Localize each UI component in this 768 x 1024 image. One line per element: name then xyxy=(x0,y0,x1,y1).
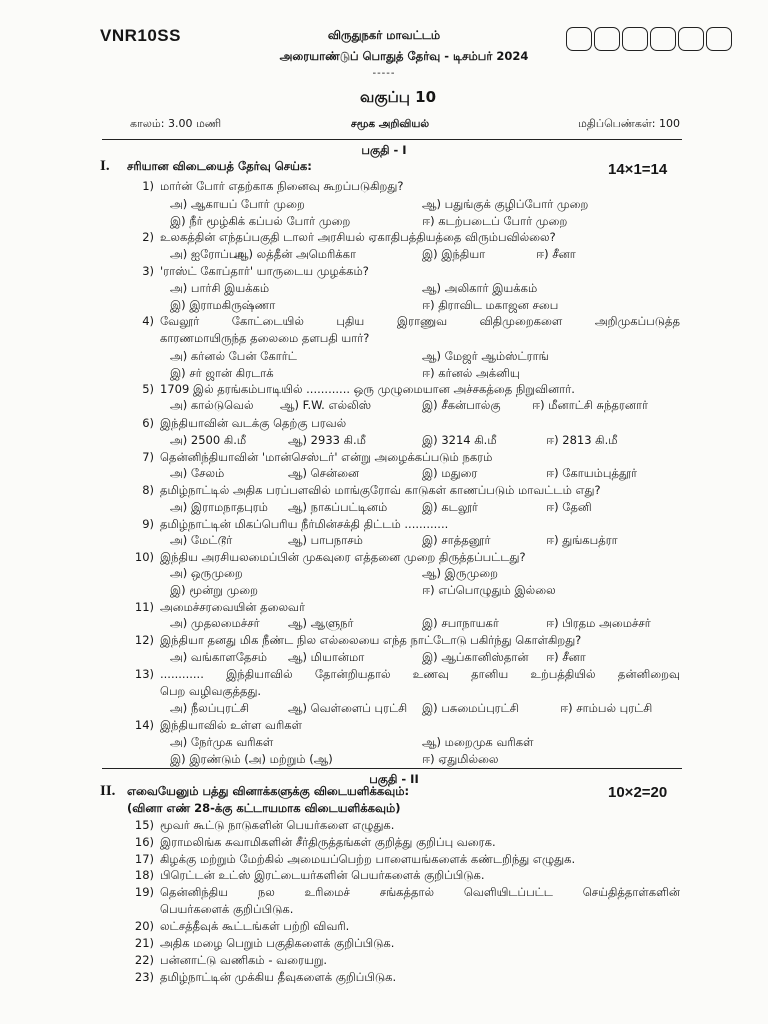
question-text-continued: பெற வழிவகுத்தது. xyxy=(160,684,262,698)
question-text: இந்தியா தனது மிக நீண்ட நில எல்லையை எந்த நாட்டோடு பகிர்ந்து கொள்கிறது? xyxy=(160,633,582,647)
option-b: ஆ) அலிகார் இயக்கம் xyxy=(422,281,538,295)
option-b: ஆ) மியான்மா xyxy=(288,650,365,664)
question-text: பன்னாட்டு வணிகம் - வரையறு. xyxy=(160,953,328,967)
option-d: ஈ) சீனா xyxy=(536,247,576,261)
option-c: இ) நீர் மூழ்கிக் கப்பல் போர் முறை xyxy=(170,214,351,228)
question-number: 10) xyxy=(134,550,154,564)
section-number: II. xyxy=(100,783,116,799)
option-c: இ) மதுரை xyxy=(422,466,478,480)
option-c: இ) இரண்டும் (அ) மற்றும் (ஆ) xyxy=(170,752,333,766)
option-d: ஈ) திராவிட மகாஜன சபை xyxy=(422,298,559,312)
question-number: 22) xyxy=(134,953,154,967)
question-text: அமைச்சரவையின் தலைவர் xyxy=(160,600,306,614)
section-instruction: எவையேனும் பத்து வினாக்களுக்கு விடையளிக்கவும்: xyxy=(127,784,410,798)
question-number: 18) xyxy=(134,868,154,882)
standard-title: வகுப்பு 10 xyxy=(359,88,437,106)
option-b: ஆ) லத்தீன் அமெரிக்கா xyxy=(234,247,357,261)
option-d: ஈ) ஏதுமில்லை xyxy=(422,752,499,766)
option-d: ஈ) பிரதம அமைச்சர் xyxy=(546,616,651,630)
option-c: இ) கடலூர் xyxy=(422,500,478,514)
question-number: 2) xyxy=(142,230,154,244)
question-number: 8) xyxy=(142,483,154,497)
question-text: தமிழ்நாட்டில் அதிக பரப்பளவில் மாங்குரோவ் காடுகள் காணப்படும் மாவட்டம் எது? xyxy=(160,483,601,497)
question-number: 7) xyxy=(142,450,154,464)
question-text: தென்னிந்தியாவின் 'மான்செஸ்டர்' என்று அழைக்கப்படும் நகரம் xyxy=(160,450,493,464)
option-c: இ) பசுமைப்புரட்சி xyxy=(422,701,519,715)
section-marks: 10×2=20 xyxy=(608,784,668,801)
question-text: தமிழ்நாட்டின் முக்கிய தீவுகளைக் குறிப்பிடுக. xyxy=(160,970,397,984)
part-title: பகுதி - II xyxy=(369,772,419,786)
section-marks: 14×1=14 xyxy=(608,161,668,178)
question-text: இராமலிங்க சுவாமிகளின் சீர்திருத்தங்கள் குறித்து குறிப்பு வரைக. xyxy=(160,835,496,849)
question-number: 13) xyxy=(134,667,154,681)
option-b: ஆ) சென்னை xyxy=(288,466,360,480)
option-d: ஈ) கோயம்புத்தூர் xyxy=(546,466,638,480)
option-c: இ) சீகன்பால்கு xyxy=(422,398,501,412)
separator-dashes: ----- xyxy=(372,68,396,79)
question-number: 17) xyxy=(134,852,154,866)
option-d: ஈ) கர்னல் அக்னியு xyxy=(422,366,520,380)
question-number: 12) xyxy=(134,633,154,647)
section-number: I. xyxy=(100,158,110,174)
option-a: அ) ஐரோப்பா xyxy=(170,247,244,261)
question-text: அதிக மழை பெறும் பகுதிகளைக் குறிப்பிடுக. xyxy=(160,936,395,950)
part-title: பகுதி - I xyxy=(361,143,407,157)
question-number: 16) xyxy=(134,835,154,849)
option-d: ஈ) எப்பொழுதும் இல்லை xyxy=(422,583,556,597)
option-b: ஆ) மேஜர் ஆம்ஸ்ட்ராங் xyxy=(422,349,549,363)
divider-line xyxy=(102,768,682,769)
question-text: மூவர் கூட்டு நாடுகளின் பெயர்களை எழுதுக. xyxy=(160,818,395,832)
option-a: அ) நீலப்புரட்சி xyxy=(170,701,250,715)
question-text-continued: காரணமாயிருந்த தலைமை தளபதி யார்? xyxy=(160,331,370,345)
subject-title: சமூக அறிவியல் xyxy=(350,118,430,130)
question-text: லட்சத்தீவுக் கூட்டங்கள் பற்றி விவரி. xyxy=(160,919,350,933)
option-c: இ) இந்தியா xyxy=(422,247,486,261)
option-a: அ) வங்காளதேசம் xyxy=(170,650,268,664)
option-a: அ) சேலம் xyxy=(170,466,225,480)
question-text: உலகத்தின் எந்தப்பகுதி டாலர் அரசியல் ஏகாதிபத்தியத்தை விரும்பவில்லை? xyxy=(160,230,556,244)
question-number: 15) xyxy=(134,818,154,832)
option-c: இ) சர் ஜான் கிரடாக் xyxy=(170,366,274,380)
section-instruction: சரியான விடையைத் தேர்வு செய்க: xyxy=(127,159,312,173)
option-a: அ) கால்டுவெல் xyxy=(170,398,254,412)
option-c: இ) சபாநாயகர் xyxy=(422,616,499,630)
district-title: விருதுநகர் மாவட்டம் xyxy=(327,28,441,42)
option-a: அ) 2500 கி.மீ xyxy=(170,433,247,447)
option-b: ஆ) பாபநாசம் xyxy=(288,533,363,547)
question-number: 14) xyxy=(134,718,154,732)
option-b: ஆ) மறைமுக வரிகள் xyxy=(422,735,534,749)
option-d: ஈ) சாம்பல் புரட்சி xyxy=(560,701,653,715)
question-text: வேலூர் கோட்டையில் புதிய இராணுவ விதிமுறைகளை அறிமுகப்படுத்த xyxy=(160,314,680,328)
option-a: அ) மேட்டூர் xyxy=(170,533,233,547)
divider-line xyxy=(102,139,682,140)
option-c: இ) ஆப்கானிஸ்தான் xyxy=(422,650,529,664)
option-a: அ) பார்சி இயக்கம் xyxy=(170,281,270,295)
question-number: 1) xyxy=(142,179,154,193)
question-text-continued: பெயர்களைக் குறிப்பிடுக. xyxy=(160,902,294,916)
question-number: 23) xyxy=(134,970,154,984)
question-text: இந்தியாவில் உள்ள வரிகள் xyxy=(160,718,302,732)
question-number: 5) xyxy=(142,382,154,396)
section-note: (வினா எண் 28-க்கு கட்டாயமாக விடையளிக்கவும்) xyxy=(127,801,401,815)
question-text: 1709 இல் தரங்கம்பாடியில் ............ ஒரு முழுமையான அச்சகத்தை நிறுவினார். xyxy=(160,382,575,396)
option-a: அ) முதலமைச்சர் xyxy=(170,616,260,630)
option-a: அ) கர்னல் பேன் கோர்ட் xyxy=(170,349,297,363)
option-b: ஆ) பதுங்குக் குழிப்போர் முறை xyxy=(422,197,589,211)
question-number: 20) xyxy=(134,919,154,933)
option-a: அ) இராமநாதபுரம் xyxy=(170,500,268,514)
question-number: 4) xyxy=(142,314,154,328)
question-number: 3) xyxy=(142,264,154,278)
exam-duration: காலம்: 3.00 மணி xyxy=(130,117,222,130)
option-d: ஈ) தேனி xyxy=(546,500,592,514)
question-text: தென்னிந்திய நல உரிமைச் சங்கத்தால் வெளியிடப்பட்ட செய்தித்தாள்களின் xyxy=(160,885,680,899)
question-number: 11) xyxy=(134,600,154,614)
option-d: ஈ) கடற்படைப் போர் முறை xyxy=(422,214,568,228)
option-d: ஈ) சீனா xyxy=(546,650,586,664)
option-a: அ) ஒருமுறை xyxy=(170,566,243,580)
option-d: ஈ) துங்கபத்ரா xyxy=(546,533,618,547)
option-d: ஈ) 2813 கி.மீ xyxy=(546,433,618,447)
option-d: ஈ) மீனாட்சி சுந்தரனார் xyxy=(532,398,648,412)
maximum-marks: மதிப்பெண்கள்: 100 xyxy=(578,117,680,130)
option-b: ஆ) F.W. எல்லிஸ் xyxy=(280,398,372,412)
question-text: ............ இந்தியாவில் தோன்றியதால் உணவு தானிய உற்பத்தியில் தன்னிறைவு xyxy=(160,667,680,681)
question-number: 9) xyxy=(142,517,154,531)
question-text: கிழக்கு மற்றும் மேற்கில் அமையப்பெற்ற பாளையங்களைக் கண்டறிந்து எழுதுக. xyxy=(160,852,576,866)
question-number: 19) xyxy=(134,885,154,899)
option-c: இ) 3214 கி.மீ xyxy=(422,433,497,447)
paper-code: VNR10SS xyxy=(100,26,181,45)
option-b: ஆ) நாகப்பட்டினம் xyxy=(288,500,388,514)
question-text: 'ராஸ்ட் கோப்தார்' யாருடைய முழக்கம்? xyxy=(160,264,369,278)
option-b: ஆ) வெள்ளைப் புரட்சி xyxy=(288,701,408,715)
exam-title: அரையாண்டுப் பொதுத் தேர்வு - டிசம்பர் 2024 xyxy=(279,49,529,63)
option-c: இ) சாத்தனூர் xyxy=(422,533,491,547)
option-b: ஆ) 2933 கி.மீ xyxy=(288,433,366,447)
question-text: பிரெட்டன் உட்ஸ் இரட்டையர்களின் பெயர்களைக் குறிப்பிடுக. xyxy=(160,868,485,882)
option-b: ஆ) இருமுறை xyxy=(422,566,499,580)
option-a: அ) ஆகாயப் போர் முறை xyxy=(170,197,305,211)
option-c: இ) இராமகிருஷ்ணா xyxy=(170,298,276,312)
question-text: மார்ன் போர் எதற்காக நினைவு கூறப்படுகிறது? xyxy=(160,179,404,193)
question-number: 21) xyxy=(134,936,154,950)
question-text: இந்திய அரசியலமைப்பின் முகவுரை எத்தனை முறை திருத்தப்பட்டது? xyxy=(160,550,526,564)
option-a: அ) நேர்முக வரிகள் xyxy=(170,735,274,749)
option-b: ஆ) ஆளுநர் xyxy=(288,616,354,630)
question-text: தமிழ்நாட்டின் மிகப்பெரிய நீர்மின்சக்தி திட்டம் ............ xyxy=(160,517,449,531)
question-text: இந்தியாவின் வடக்கு தெற்கு பரவல் xyxy=(160,416,347,430)
option-c: இ) மூன்று முறை xyxy=(170,583,258,597)
question-number: 6) xyxy=(142,416,154,430)
